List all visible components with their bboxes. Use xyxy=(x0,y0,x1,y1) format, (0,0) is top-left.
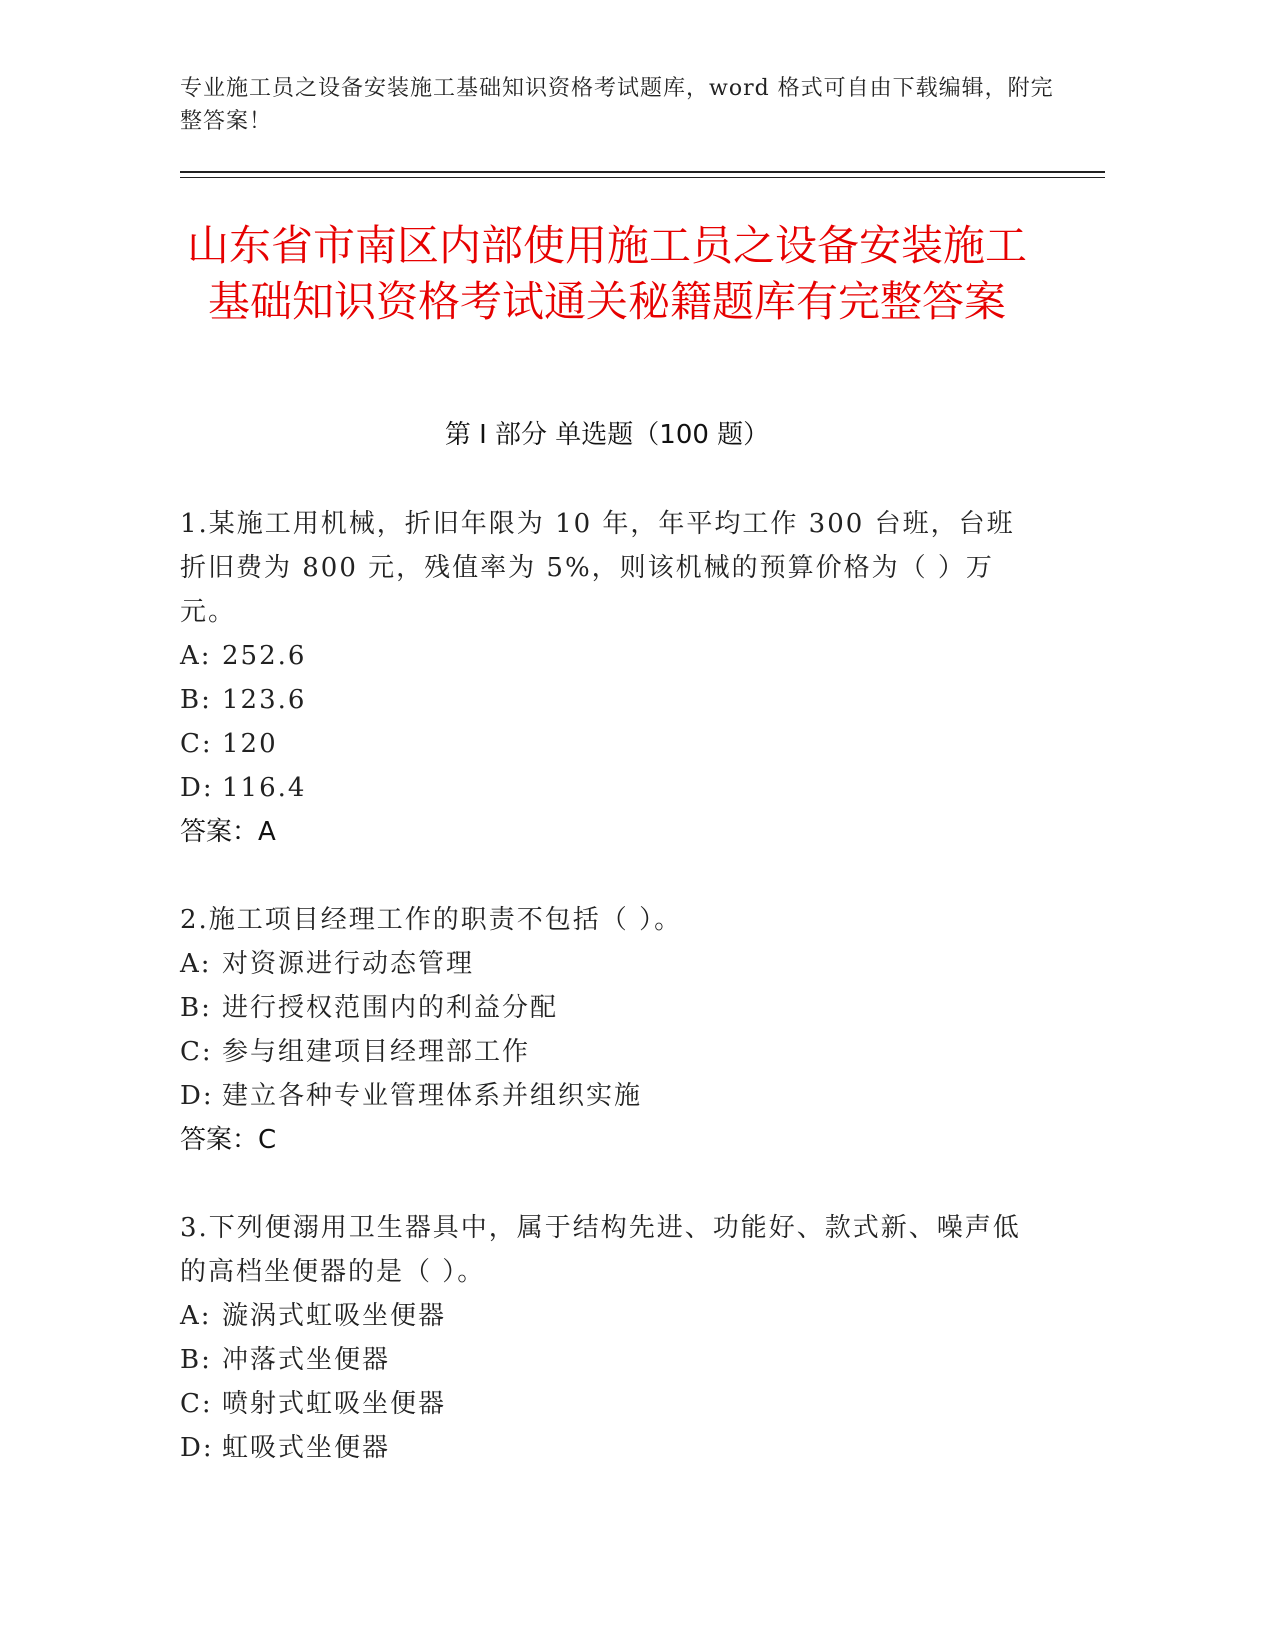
question-2 xyxy=(180,898,1040,1162)
option-text: 123.6 xyxy=(222,685,307,715)
option-a xyxy=(180,1294,1040,1338)
option-a xyxy=(180,634,1040,678)
option-key: A: xyxy=(180,1301,212,1331)
header-divider-thin xyxy=(180,177,1105,178)
option-b xyxy=(180,678,1040,722)
option-c xyxy=(180,1382,1040,1426)
option-key: C: xyxy=(180,1389,213,1419)
option-d xyxy=(180,1426,1040,1470)
option-text: 对资源进行动态管理 xyxy=(222,949,475,979)
section-title: 第 I 部分 单选题（100 题） xyxy=(444,420,770,450)
option-text: 参与组建项目经理部工作 xyxy=(222,1037,531,1067)
question-1 xyxy=(180,502,1040,854)
option-text: 116.4 xyxy=(222,773,307,803)
option-key: A: xyxy=(180,641,212,671)
option-b xyxy=(180,1338,1040,1382)
option-text: 虹吸式坐便器 xyxy=(222,1433,391,1463)
question-list xyxy=(180,502,1040,1514)
document-title: 山东省市南区内部使用施工员之设备安装施工基础知识资格考试通关秘籍题库有完整答案 xyxy=(186,221,1027,326)
option-text: 252.6 xyxy=(222,641,307,671)
header-note: 专业施工员之设备安装施工基础知识资格考试题库，word 格式可自由下载编辑，附完整答案！ xyxy=(180,76,1054,134)
option-d xyxy=(180,766,1040,810)
option-text: 建立各种专业管理体系并组织实施 xyxy=(222,1081,643,1111)
option-b xyxy=(180,986,1040,1030)
option-text: 漩涡式虹吸坐便器 xyxy=(222,1301,447,1331)
option-text: 120 xyxy=(222,729,278,759)
question-3 xyxy=(180,1206,1040,1470)
answer-line: 答案：C xyxy=(180,1125,277,1155)
option-key: C: xyxy=(180,1037,213,1067)
option-key: D: xyxy=(180,1433,214,1463)
option-key: B: xyxy=(180,993,212,1023)
option-key: A: xyxy=(180,949,212,979)
question-stem: 2.施工项目经理工作的职责不包括（ ）。 xyxy=(180,905,683,935)
option-key: D: xyxy=(180,773,214,803)
option-key: D: xyxy=(180,1081,214,1111)
option-text: 喷射式虹吸坐便器 xyxy=(222,1389,447,1419)
option-a xyxy=(180,942,1040,986)
answer-line: 答案：A xyxy=(180,817,276,847)
option-c xyxy=(180,1030,1040,1074)
option-text: 进行授权范围内的利益分配 xyxy=(222,993,559,1023)
option-key: C: xyxy=(180,729,213,759)
option-key: B: xyxy=(180,1345,212,1375)
header-divider-thick xyxy=(180,171,1105,173)
question-stem: 3.下列便溺用卫生器具中，属于结构先进、功能好、款式新、噪声低的高档坐便器的是（ ）。 xyxy=(180,1213,1021,1287)
question-stem: 1.某施工用机械，折旧年限为 10 年，年平均工作 300 台班，台班折旧费为 800 元，残值率为 5%，则该机械的预算价格为（ ）万元。 xyxy=(180,509,1015,627)
option-key: B: xyxy=(180,685,212,715)
option-c xyxy=(180,722,1040,766)
option-text: 冲落式坐便器 xyxy=(222,1345,391,1375)
option-d xyxy=(180,1074,1040,1118)
